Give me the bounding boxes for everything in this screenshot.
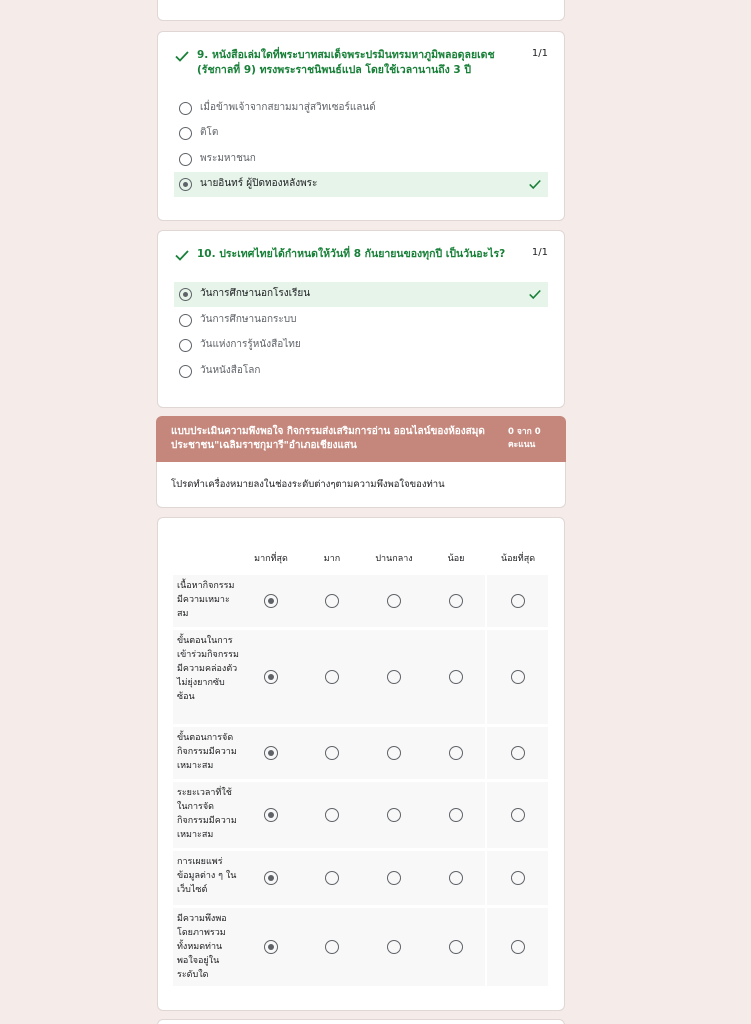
grid-radio[interactable]: [387, 594, 401, 608]
grid-radio[interactable]: [449, 808, 463, 822]
grid-radio[interactable]: [325, 940, 339, 954]
grid-radio[interactable]: [511, 808, 525, 822]
option-selected-correct[interactable]: นายอินทร์ ผู้ปิดทองหลังพระ: [174, 172, 548, 197]
option[interactable]: วันการศึกษานอกระบบ: [174, 308, 548, 333]
grid-divider: [485, 630, 487, 724]
grid-radio-selected[interactable]: [264, 871, 278, 885]
question-title: 10. ประเทศไทยได้กำหนดให้วันที่ 8 กันยายนของทุกปี เป็นวันอะไร?: [197, 248, 506, 260]
grid-divider: [485, 575, 487, 627]
grid-radio-selected[interactable]: [264, 670, 278, 684]
grid-radio[interactable]: [511, 670, 525, 684]
grid-column-header: น้อยที่สุด: [500, 554, 536, 564]
grid-column-header: มาก: [323, 554, 341, 564]
radio-selected-icon: [179, 178, 192, 191]
option[interactable]: เมื่อข้าพเจ้าจากสยามมาสู่สวิทเซอร์แลนด์: [174, 96, 548, 121]
grid-radio[interactable]: [511, 594, 525, 608]
section-score: 0 จาก 0 คะแนน: [508, 427, 541, 450]
grid-radio[interactable]: [387, 871, 401, 885]
grid-radio[interactable]: [449, 670, 463, 684]
section-description-text: โปรดทำเครื่องหมายลงในช่องระดับต่างๆตามความพึงพอใจของท่าน: [171, 479, 445, 490]
grid-divider: [485, 727, 487, 779]
grid-row: [173, 908, 548, 986]
grid-radio-selected[interactable]: [264, 594, 278, 608]
correct-check-icon: [174, 48, 190, 64]
next-section-card: [157, 1019, 565, 1024]
grid-row-label: การเผยแพร่ข้อมูลต่าง ๆ ใน เว็บไซต์: [177, 857, 237, 895]
radio-icon: [179, 339, 192, 352]
grid-row: [173, 727, 548, 779]
grid-radio[interactable]: [325, 594, 339, 608]
grid-radio[interactable]: [387, 746, 401, 760]
question-score: 1/1: [531, 247, 548, 258]
grid-radio-selected[interactable]: [264, 808, 278, 822]
radio-icon: [179, 153, 192, 166]
radio-icon: [179, 127, 192, 140]
grid-radio[interactable]: [511, 871, 525, 885]
grid-radio[interactable]: [511, 746, 525, 760]
option[interactable]: ติโต: [174, 121, 548, 146]
grid-row-label: ขั้นตอนในการเข้าร่วมกิจกรรมมีความคล่องตัว ไม่ยุ่งยากซับซ้อน: [177, 636, 239, 702]
grid-radio[interactable]: [325, 871, 339, 885]
radio-icon: [179, 314, 192, 327]
option[interactable]: วันแห่งการรู้หนังสือไทย: [174, 333, 548, 358]
correct-check-icon: [528, 177, 542, 191]
grid-row-label: เนื้อหากิจกรรมมีความเหมาะสม: [177, 581, 235, 619]
grid-row-label: ระยะเวลาที่ใช้ในการจัดกิจกรรมมีความเหมาะสม: [177, 788, 237, 840]
radio-icon: [179, 102, 192, 115]
section-description: [156, 462, 566, 508]
grid-radio[interactable]: [449, 746, 463, 760]
grid-column-header: น้อย: [447, 554, 465, 564]
grid-divider: [485, 851, 487, 905]
correct-check-icon: [528, 287, 542, 301]
question-title: 9. หนังสือเล่มใดที่พระบาทสมเด็จพระปรมินทรมหาภูมิพลอดุลยเดช (รัชกาลที่ 9) ทรงพระราชนิพนธ์แปล โดยใช้เวลานานถึง 3 ปี: [197, 49, 495, 76]
grid-column-header: ปานกลาง: [375, 554, 413, 564]
grid-divider: [485, 908, 487, 986]
radio-selected-icon: [179, 288, 192, 301]
grid-radio[interactable]: [449, 594, 463, 608]
question-score: 1/1: [531, 48, 548, 59]
grid-row: [173, 782, 548, 848]
grid-divider: [485, 782, 487, 848]
correct-check-icon: [174, 247, 190, 263]
grid-column-header: มากที่สุด: [254, 554, 288, 564]
radio-icon: [179, 365, 192, 378]
question-10-card: [157, 230, 565, 408]
grid-radio[interactable]: [449, 940, 463, 954]
grid-radio[interactable]: [449, 871, 463, 885]
section-title: แบบประเมินความพึงพอใจ กิจกรรมส่งเสริมการอ่าน ออนไลน์ของห้องสมุดประชาชน"เฉลิมราชกุมารี"อำเภอเชียงแสน: [171, 426, 485, 451]
grid-row: [173, 630, 548, 724]
question-9-card: [157, 31, 565, 221]
grid-row: [173, 575, 548, 627]
grid-radio[interactable]: [387, 940, 401, 954]
previous-question-card: [157, 0, 565, 21]
grid-radio[interactable]: [325, 670, 339, 684]
grid-radio[interactable]: [511, 940, 525, 954]
grid-row-label: ขั้นตอนการจัดกิจกรรมมีความเหมาะสม: [177, 733, 237, 771]
grid-row-label: มีความพึงพอโดยภาพรวมทั้งหมดท่านพอใจอยู่ในระดับใด: [177, 914, 227, 980]
grid-row: [173, 851, 548, 905]
grid-radio[interactable]: [387, 670, 401, 684]
grid-radio[interactable]: [325, 746, 339, 760]
grid-radio[interactable]: [387, 808, 401, 822]
grid-radio-selected[interactable]: [264, 940, 278, 954]
grid-radio-selected[interactable]: [264, 746, 278, 760]
section-header: [156, 416, 566, 462]
option[interactable]: พระมหาชนก: [174, 147, 548, 172]
option-selected-correct[interactable]: วันการศึกษานอกโรงเรียน: [174, 282, 548, 307]
grid-radio[interactable]: [325, 808, 339, 822]
option[interactable]: วันหนังสือโลก: [174, 359, 548, 384]
